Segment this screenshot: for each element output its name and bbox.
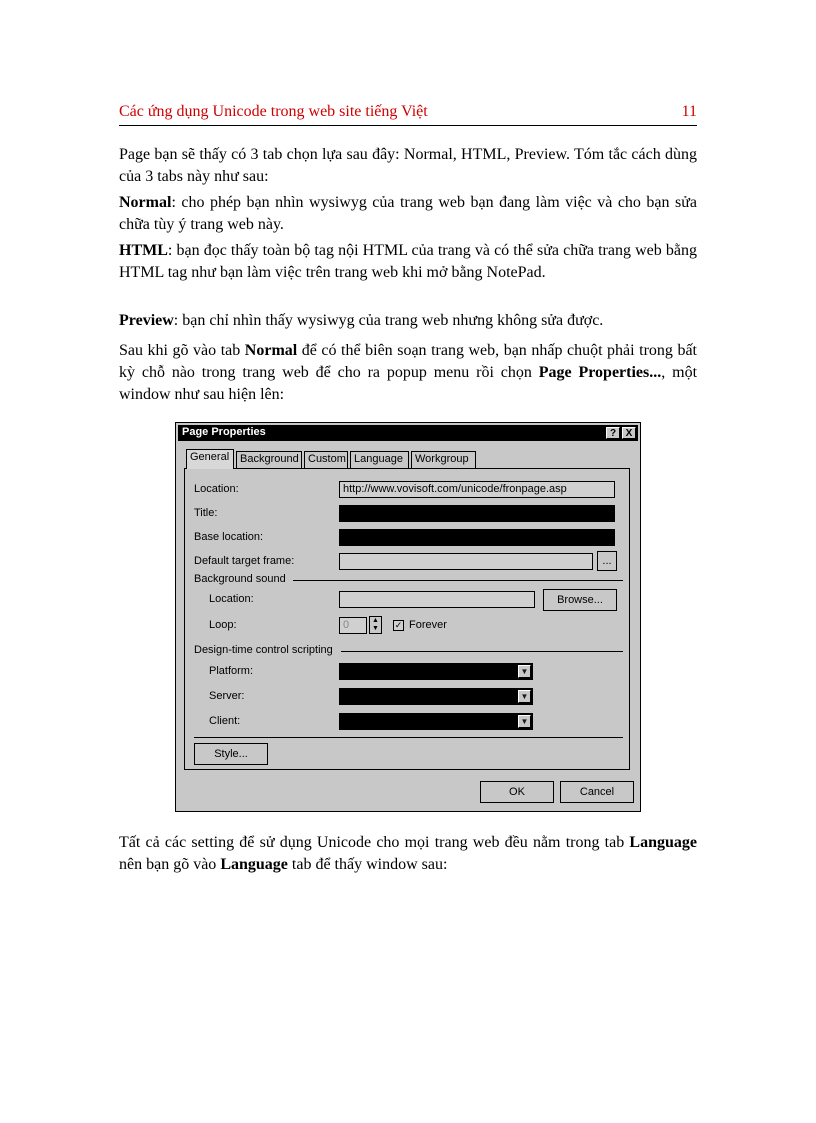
general-panel [184, 468, 630, 770]
background-sound-separator [293, 580, 623, 581]
server-select[interactable] [339, 688, 533, 705]
instructions-term-page-properties: Page Properties... [538, 364, 662, 381]
background-sound-group-label: Background sound [194, 573, 286, 585]
forever-label: Forever [409, 619, 447, 631]
instructions-part-2: để có thể biên soạn trang web, bạn nhấp chuột phải trong bất kỳ chỗ nào trong trang web để cho ra popup menu rồi chọn [119, 342, 698, 381]
title-label: Title: [194, 507, 218, 519]
term-html: HTML [119, 242, 168, 259]
language-term-2: Language [220, 856, 288, 873]
dialog-title: Page Properties [182, 426, 266, 438]
sound-location-label: Location: [209, 593, 254, 605]
location-label: Location: [194, 483, 239, 495]
style-button[interactable]: Style... [194, 743, 268, 765]
tab-general[interactable]: General [186, 449, 234, 469]
language-part-1: Tất cả các setting để sử dụng Unicode cho mọi trang web đều nằm trong tab [119, 834, 630, 851]
help-button[interactable]: ? [606, 427, 620, 439]
language-term-1: Language [629, 834, 697, 851]
paragraph-normal [119, 192, 697, 236]
tab-custom[interactable]: Custom [304, 451, 348, 468]
browse-button[interactable]: Browse... [543, 589, 617, 611]
server-label: Server: [209, 690, 245, 702]
paragraph-html-text: : bạn đọc thấy toàn bộ tag nội HTML của trang và có thể sửa chữa trang web bằng HTML tag như bạn làm việc trên trang web khi mở bằng NotePad. [119, 242, 697, 281]
client-dropdown-icon[interactable]: ▼ [518, 715, 531, 728]
language-part-2: nên bạn gõ vào [119, 856, 221, 873]
platform-dropdown-icon[interactable]: ▼ [518, 665, 531, 678]
loop-spinner-icon[interactable]: ▲ ▼ [369, 616, 382, 634]
server-dropdown-icon[interactable]: ▼ [518, 690, 531, 703]
loop-field[interactable]: 0 [339, 617, 367, 634]
tab-workgroup[interactable]: Workgroup [411, 451, 476, 468]
paragraph-instructions [119, 340, 697, 406]
tab-language[interactable]: Language [350, 451, 409, 468]
term-normal: Normal [119, 194, 172, 211]
paragraph-normal-text: : cho phép bạn nhìn wysiwyg của trang web bạn đang làm việc và cho bạn sửa chữa tùy ý trang web này. [119, 194, 697, 233]
platform-select[interactable] [339, 663, 533, 680]
scripting-separator [341, 651, 623, 652]
header-title: Các ứng dụng Unicode trong web site tiếng Việt [119, 103, 428, 120]
language-part-3: tab để thấy window sau: [287, 856, 448, 873]
client-select[interactable] [339, 713, 533, 730]
location-field: http://www.vovisoft.com/unicode/fronpage.asp [339, 481, 615, 498]
paragraph-intro [119, 144, 697, 188]
forever-checkbox[interactable]: ✓ [394, 620, 403, 630]
target-frame-button[interactable]: ... [597, 551, 617, 571]
platform-label: Platform: [209, 665, 254, 677]
client-label: Client: [209, 715, 241, 727]
paragraph-html [119, 240, 697, 284]
dialog-titlebar [178, 425, 638, 441]
default-target-field[interactable] [339, 553, 593, 570]
style-separator [194, 737, 623, 738]
instructions-part-1: Sau khi gõ vào tab [119, 342, 245, 359]
instructions-part-3: , một window như sau hiện lên: [119, 364, 698, 403]
paragraph-intro-text: Page bạn sẽ thấy có 3 tab chọn lựa sau đây: Normal, HTML, Preview. Tóm tắc cách dùng của 3 tabs này như sau: [119, 146, 697, 185]
close-button[interactable]: X [622, 427, 636, 439]
default-target-label: Default target frame: [194, 555, 295, 567]
paragraph-language [119, 832, 697, 876]
page-properties-dialog [175, 422, 641, 812]
cancel-button[interactable]: Cancel [560, 781, 634, 803]
scripting-group-label: Design-time control scripting [194, 644, 333, 656]
loop-label: Loop: [209, 619, 237, 631]
base-location-field[interactable] [339, 529, 615, 546]
paragraph-preview [119, 310, 697, 332]
base-location-label: Base location: [194, 531, 264, 543]
page-header [119, 103, 697, 126]
paragraph-preview-text: : bạn chỉ nhìn thấy wysiwyg của trang web nhưng không sửa được. [173, 312, 604, 329]
ok-button[interactable]: OK [480, 781, 554, 803]
sound-location-field[interactable] [339, 591, 535, 608]
page-number: 11 [681, 103, 697, 120]
term-preview: Preview [119, 312, 174, 329]
title-field[interactable] [339, 505, 615, 522]
instructions-term-normal: Normal [244, 342, 298, 359]
tab-background[interactable]: Background [236, 451, 302, 468]
